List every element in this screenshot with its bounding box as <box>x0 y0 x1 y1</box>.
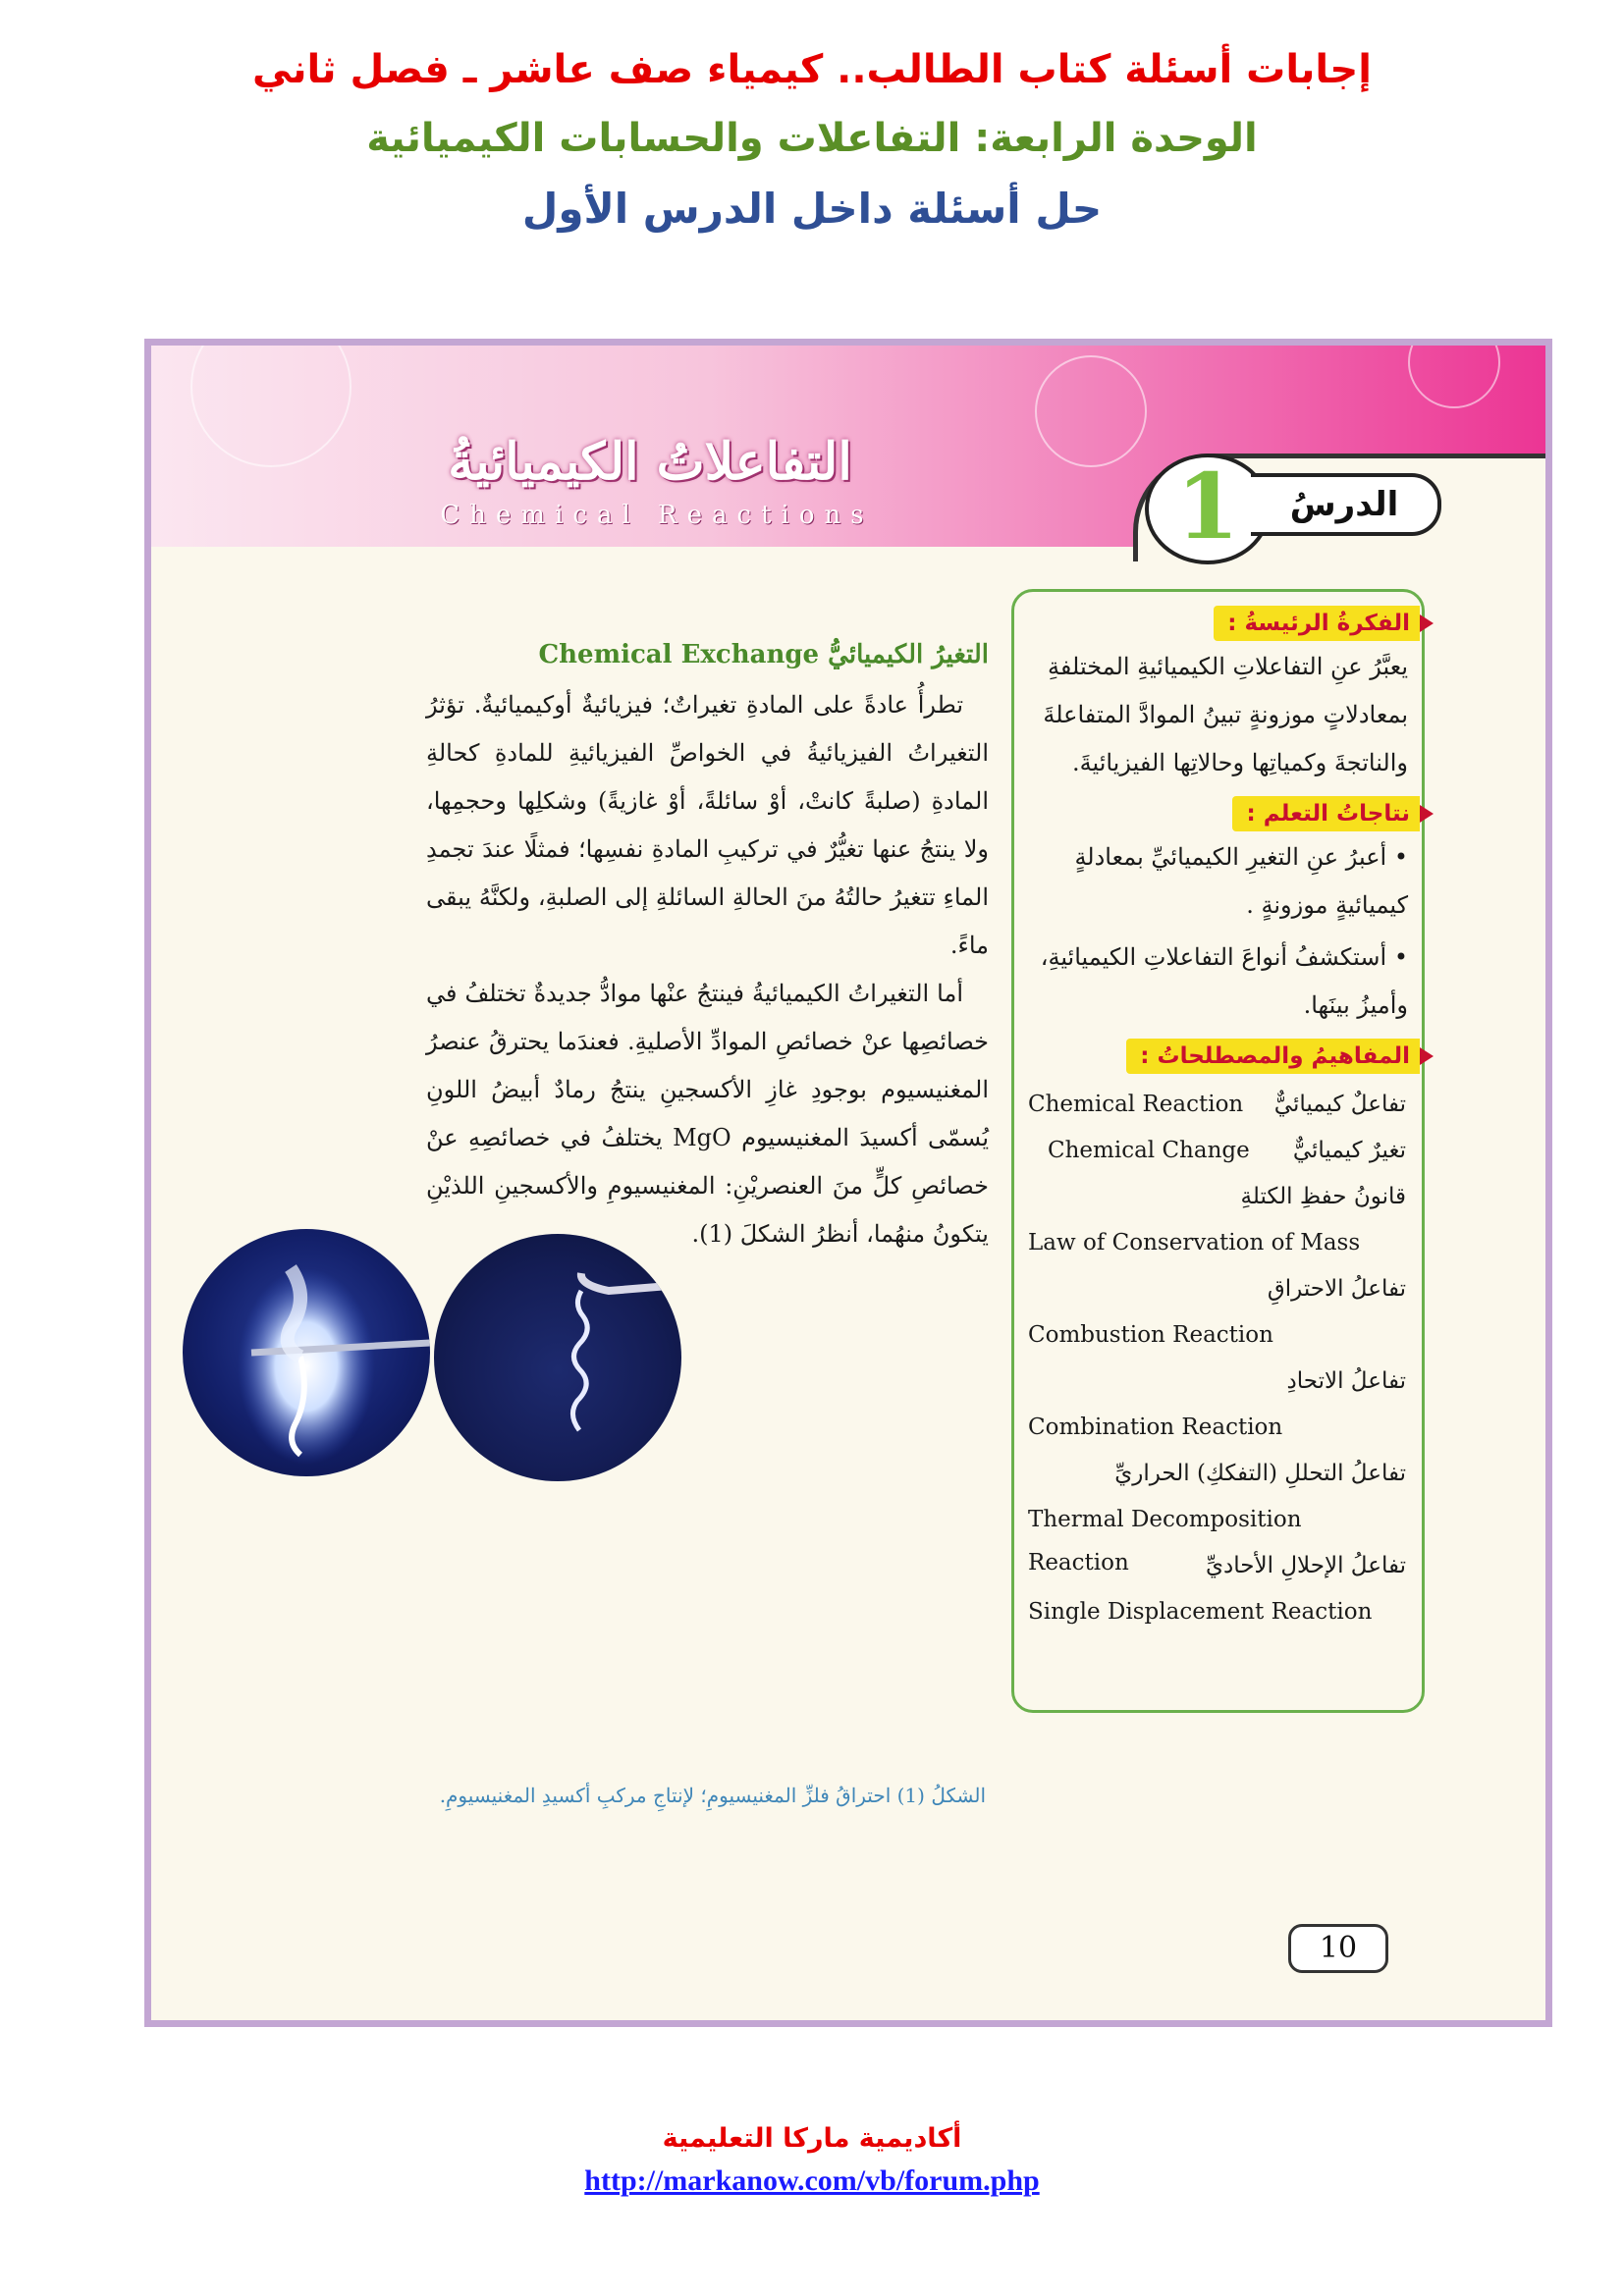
page-number: 10 <box>1288 1924 1388 1973</box>
section-title: التغيرُ الكيميائيُّ Chemical Exchange <box>538 640 989 669</box>
term-english: Law of Conservation of Mass <box>1028 1230 1361 1255</box>
term-row <box>1028 1406 1406 1449</box>
paragraph: أما التغيراتُ الكيميائيةُ فينتجُ عنْها موادُّ جديدةٌ تختلفُ في خصائصِها عنْ خصائصِ الموادِّ الأصليةِ. فعندَما يحترقُ عنصرُ المغنيسيوم بوجودِ غازِ الأكسجينِ ينتجُ رمادٌ أبيضُ اللونِ يُسمّى أكسيدَ المغنيسيوم MgO يختلفُ في خصائصِهِ عنْ خصائصِ كلٍّ منَ العنصريْنِ: المغنيسيومِ والأكسجينِ اللذيْنِ يتكونُ منهُما، أنظرُ الشكلَ (1). <box>426 980 990 1248</box>
lesson-number: 1 <box>1145 454 1271 564</box>
main-idea-heading: الفكرةُ الرئيسةُ : <box>1214 606 1420 641</box>
document-title: إجابات أسئلة كتاب الطالب.. كيمياء صف عاشر ـ فصل ثاني <box>252 47 1372 92</box>
term-arabic: تفاعلُ الاحتراقِ <box>1267 1276 1406 1302</box>
footer-link[interactable]: http://markanow.com/vb/forum.php <box>584 2164 1040 2197</box>
unit-title: الوحدة الرابعة: التفاعلات والحسابات الكيميائية <box>366 116 1258 161</box>
term-arabic: تفاعلُ الإحلالِ الأحاديِّ <box>1206 1553 1406 1578</box>
lesson-subtitle: حل أسئلة داخل الدرس الأول <box>521 185 1103 233</box>
outcome-item: • أعبرُ عنِ التغيرِ الكيميائيِّ بمعادلةٍ كيميائيةٍ موزونةٍ . <box>1074 843 1408 919</box>
term-row <box>1028 1452 1406 1495</box>
term-english: Chemical Change <box>1048 1138 1250 1163</box>
outcomes-heading: نتاجاتُ التعلم : <box>1232 796 1420 831</box>
magnesium-ribbon-photo <box>434 1234 681 1481</box>
term-english: Combustion Reaction <box>1028 1322 1273 1348</box>
term-arabic: تغيرٌ كيميائيٌّ <box>1292 1138 1406 1163</box>
term-arabic: تفاعلٌ كيميائيٌّ <box>1273 1092 1406 1117</box>
section-body <box>426 681 989 1258</box>
term-english: Single Displacement Reaction <box>1028 1599 1373 1625</box>
lesson-sidebar <box>1011 589 1425 1713</box>
term-arabic: تفاعلُ الاتحادِ <box>1286 1368 1406 1394</box>
term-english: Chemical Reaction <box>1028 1092 1244 1117</box>
term-row <box>1028 1544 1406 1587</box>
term-row <box>1028 1267 1406 1310</box>
term-row <box>1028 1590 1406 1633</box>
terms-heading: المفاهيمُ والمصطلحاتُ : <box>1126 1039 1420 1074</box>
magnesium-burning-photo <box>183 1229 430 1476</box>
figure-caption: الشكلُ (1) احتراقُ فلزِّ المغنيسيومِ؛ لإنتاجِ مركبِ أكسيدِ المغنيسيومِ. <box>439 1784 986 1807</box>
term-arabic: قانونُ حفظِ الكتلةِ <box>1240 1184 1406 1209</box>
footer-academy-name: أكاديمية ماركا التعليمية <box>662 2123 962 2154</box>
main-idea-text: يعبَّرُ عنِ التفاعلاتِ الكيميائيةِ المختلفةِ بمعادلاتٍ موزونةٍ تبينُ الموادَّ المتفاعلةَ والناتجةَ وكمياتِها وحالاتِها الفيزيائيةَ. <box>1043 653 1408 776</box>
paragraph: تطرأُ عادةً على المادةِ تغيراتٌ؛ فيزيائيةٌ أوكيميائيةٌ. تؤثرُ التغيراتُ الفيزيائيةُ في الخواصِّ الفيزيائيةِ للمادةِ كحالةِ المادةِ (صلبةً كانتْ، أوْ سائلةً، أوْ غازيةً) وشكلِها وحجمِها، ولا ينتجُ عنها تغيُّرٌ في تركيبِ المادةِ نفسِها؛ فمثلًا عندَ تجمدِ الماءِ تتغيرُ حالتُهُ منَ الحالةِ السائلةِ إلى الصلبةِ، ولكنَّهُ يبقى ماءً. <box>426 691 989 959</box>
term-row <box>1028 1360 1406 1403</box>
term-row <box>1028 1221 1406 1264</box>
lesson-tab <box>1133 454 1541 560</box>
term-english: Combination Reaction <box>1028 1415 1283 1440</box>
term-arabic: تفاعلُ التحللِ (التفككِ) الحراريِّ <box>1114 1461 1406 1486</box>
term-english: Thermal Decomposition Reaction <box>1028 1507 1302 1575</box>
term-row <box>1028 1083 1406 1126</box>
term-row <box>1028 1175 1406 1218</box>
book-page <box>144 339 1552 2027</box>
term-row <box>1028 1129 1406 1172</box>
lesson-label: الدرسُ <box>1251 473 1441 536</box>
lesson-title-arabic: التفاعلاتُ الكيميائيةُ <box>448 432 852 492</box>
term-row <box>1028 1313 1406 1357</box>
outcome-item: • أستكشفُ أنواعَ التفاعلاتِ الكيميائيةِ، وأميزُ بينَها. <box>1040 943 1408 1019</box>
lesson-title-english: Chemical Reactions <box>440 501 874 530</box>
